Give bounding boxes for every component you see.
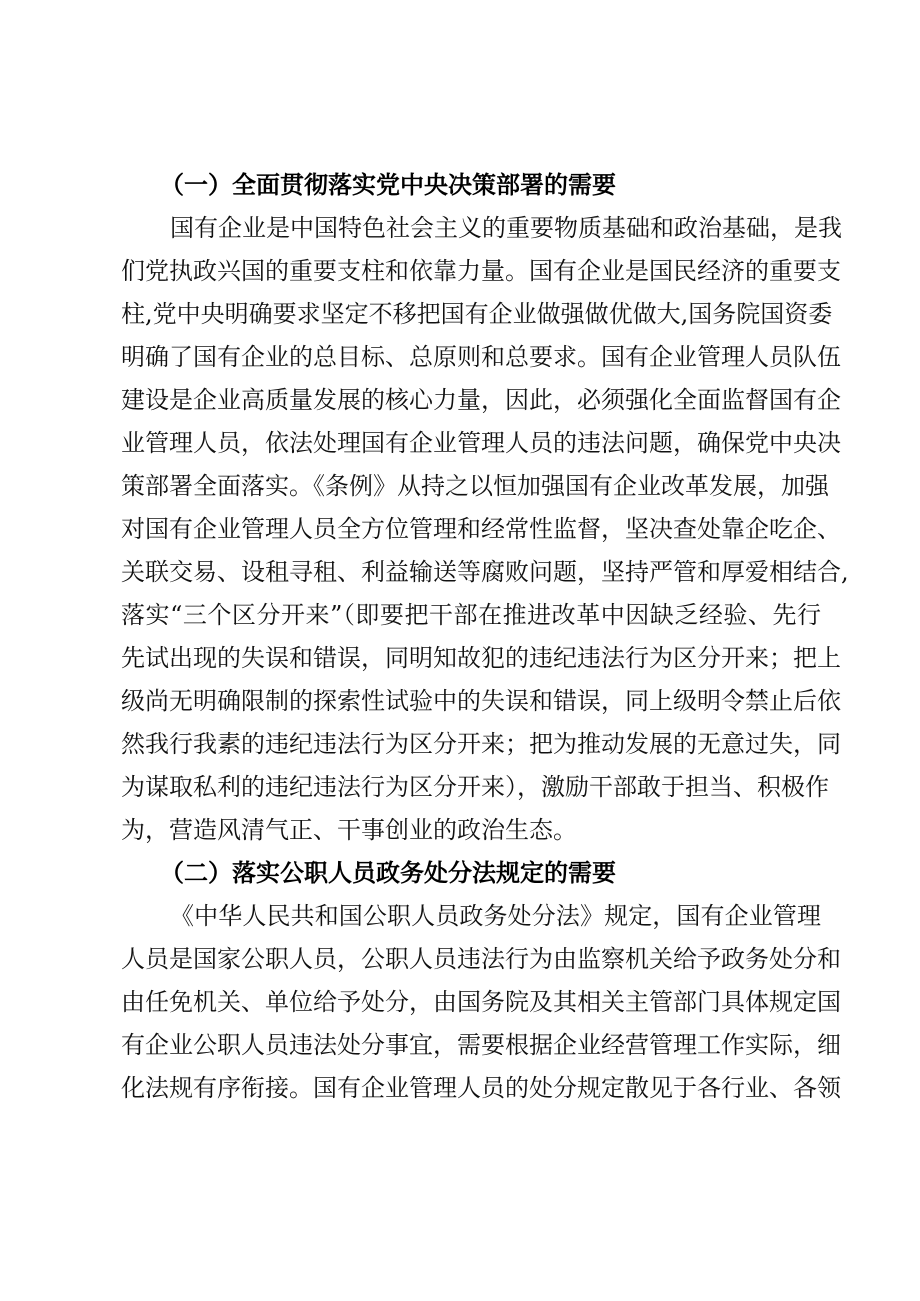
paragraph-line: 业管理人员，依法处理国有企业管理人员的违法问题，确保党中央决 xyxy=(121,429,841,457)
paragraph-line: 关联交易、设租寻租、利益输送等腐败问题，坚持严管和厚爱相结合, xyxy=(121,558,849,586)
paragraph-line: 建设是企业高质量发展的核心力量，因此，必须强化全面监督国有企 xyxy=(121,386,841,414)
paragraph-line: 化法规有序衔接。国有企业管理人员的处分规定散见于各行业、各领 xyxy=(121,1074,841,1102)
paragraph-line: 《中华人民共和国公职人员政务处分法》规定，国有企业管理 xyxy=(170,902,821,930)
section-heading-1: （一）全面贯彻落实党中央决策部署的需要 xyxy=(160,171,616,199)
paragraph-line: 有企业公职人员违法处分事宜，需要根据企业经营管理工作实际，细 xyxy=(121,1031,841,1059)
paragraph-line: 策部署全面落实。《条例》从持之以恒加强国有企业改革发展，加强 xyxy=(121,472,829,500)
section-heading-2: （二）落实公职人员政务处分法规定的需要 xyxy=(160,859,616,887)
paragraph-line: 级尚无明确限制的探索性试验中的失误和错误，同上级明令禁止后依 xyxy=(121,687,841,715)
paragraph-line: 为，营造风清气正、干事创业的政治生态。 xyxy=(121,816,577,844)
paragraph-line: 为谋取私利的违纪违法行为区分开来），激励干部敢于担当、积极作 xyxy=(121,773,829,801)
paragraph-line: 明确了国有企业的总目标、总原则和总要求。国有企业管理人员队伍 xyxy=(121,343,841,371)
paragraph-line: 们党执政兴国的重要支柱和依靠力量。国有企业是国民经济的重要支 xyxy=(121,257,841,285)
paragraph-line: 柱,党中央明确要求坚定不移把国有企业做强做优做大,国务院国资委 xyxy=(121,300,833,328)
paragraph-line: 对国有企业管理人员全方位管理和经常性监督，坚决查处靠企吃企、 xyxy=(121,515,841,543)
paragraph-line: 然我行我素的违纪违法行为区分开来；把为推动发展的无意过失，同 xyxy=(121,730,841,758)
paragraph-line: 由任免机关、单位给予处分，由国务院及其相关主管部门具体规定国 xyxy=(121,988,841,1016)
paragraph-line: 人员是国家公职人员，公职人员违法行为由监察机关给予政务处分和 xyxy=(121,945,841,973)
paragraph-line: 国有企业是中国特色社会主义的重要物质基础和政治基础，是我 xyxy=(170,214,842,242)
paragraph-line: 先试出现的失误和错误，同明知故犯的违纪违法行为区分开来；把上 xyxy=(121,644,841,672)
paragraph-line: 落实“三个区分开来”（即要把干部在推进改革中因缺乏经验、先行 xyxy=(121,601,821,629)
